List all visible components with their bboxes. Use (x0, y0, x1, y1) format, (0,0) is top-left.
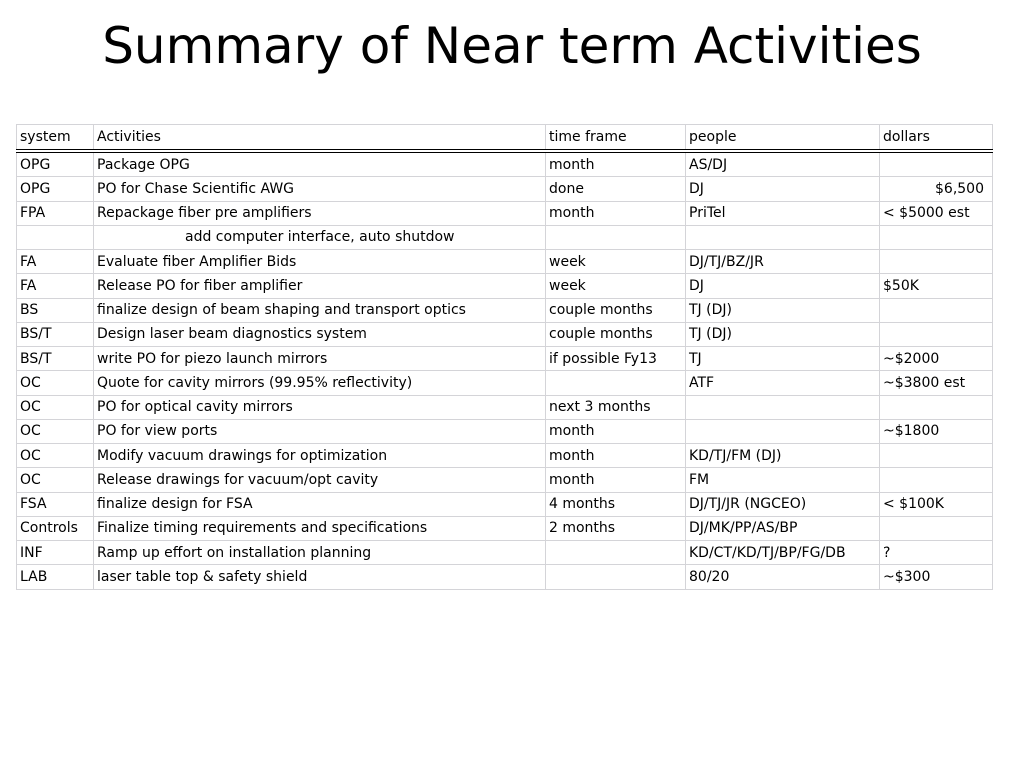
cell-system: BS (17, 298, 94, 322)
cell-time-frame: couple months (546, 322, 686, 346)
cell-activity: PO for optical cavity mirrors (94, 395, 546, 419)
table-row (17, 274, 993, 298)
table-body (17, 151, 993, 589)
cell-system: INF (17, 541, 94, 565)
cell-system: OC (17, 468, 94, 492)
activities-table (16, 124, 993, 590)
cell-activity: PO for Chase Scientific AWG (94, 177, 546, 201)
cell-people: DJ/TJ/JR (NGCEO) (686, 492, 880, 516)
cell-activity: Ramp up effort on installation planning (94, 541, 546, 565)
cell-dollars: < $5000 est (880, 201, 993, 225)
cell-system: FA (17, 274, 94, 298)
header-system: system (17, 125, 94, 152)
cell-system: OC (17, 371, 94, 395)
cell-dollars: $50K (880, 274, 993, 298)
cell-people: AS/DJ (686, 151, 880, 177)
cell-activity: Finalize timing requirements and specifications (94, 516, 546, 540)
cell-people: ATF (686, 371, 880, 395)
cell-activity: PO for view ports (94, 419, 546, 443)
cell-time-frame (546, 371, 686, 395)
cell-time-frame (546, 565, 686, 589)
cell-activity: laser table top & safety shield (94, 565, 546, 589)
cell-system: OPG (17, 151, 94, 177)
cell-people (686, 225, 880, 249)
cell-dollars (880, 395, 993, 419)
cell-people: DJ (686, 274, 880, 298)
cell-activity: Design laser beam diagnostics system (94, 322, 546, 346)
cell-people: 80/20 (686, 565, 880, 589)
cell-dollars: ? (880, 541, 993, 565)
table-row (17, 298, 993, 322)
table-row (17, 225, 993, 249)
cell-system: LAB (17, 565, 94, 589)
cell-system: OC (17, 395, 94, 419)
cell-people: DJ/MK/PP/AS/BP (686, 516, 880, 540)
table-row (17, 492, 993, 516)
cell-system: OC (17, 444, 94, 468)
cell-people: TJ (686, 347, 880, 371)
cell-time-frame: month (546, 444, 686, 468)
cell-time-frame: month (546, 468, 686, 492)
cell-activity: Evaluate fiber Amplifier Bids (94, 250, 546, 274)
cell-people: PriTel (686, 201, 880, 225)
cell-dollars (880, 516, 993, 540)
table-row (17, 468, 993, 492)
cell-time-frame: 4 months (546, 492, 686, 516)
table-row (17, 201, 993, 225)
cell-activity: finalize design of beam shaping and transport optics (94, 298, 546, 322)
cell-system: OC (17, 419, 94, 443)
cell-dollars (880, 444, 993, 468)
cell-dollars: ~$300 (880, 565, 993, 589)
cell-system: FA (17, 250, 94, 274)
slide-title: Summary of Near term Activities (102, 17, 922, 75)
cell-activity: Modify vacuum drawings for optimization (94, 444, 546, 468)
cell-time-frame: week (546, 274, 686, 298)
cell-people: DJ/TJ/BZ/JR (686, 250, 880, 274)
cell-activity: add computer interface, auto shutdow (94, 225, 546, 249)
cell-system (17, 225, 94, 249)
table-row (17, 541, 993, 565)
cell-dollars: ~$2000 (880, 347, 993, 371)
cell-time-frame: 2 months (546, 516, 686, 540)
cell-time-frame (546, 225, 686, 249)
cell-people: FM (686, 468, 880, 492)
table-row (17, 151, 993, 177)
cell-people: KD/TJ/FM (DJ) (686, 444, 880, 468)
cell-people: TJ (DJ) (686, 298, 880, 322)
cell-dollars (880, 322, 993, 346)
cell-activity: Quote for cavity mirrors (99.95% reflectivity) (94, 371, 546, 395)
cell-people (686, 395, 880, 419)
table-row (17, 347, 993, 371)
cell-activity: Release PO for fiber amplifier (94, 274, 546, 298)
cell-dollars (880, 225, 993, 249)
table-row (17, 444, 993, 468)
cell-dollars (880, 250, 993, 274)
cell-system: FPA (17, 201, 94, 225)
table-row (17, 565, 993, 589)
cell-people (686, 419, 880, 443)
header-dollars: dollars (880, 125, 993, 152)
cell-time-frame: month (546, 419, 686, 443)
cell-people: TJ (DJ) (686, 322, 880, 346)
header-people: people (686, 125, 880, 152)
cell-time-frame: week (546, 250, 686, 274)
cell-dollars: ~$1800 (880, 419, 993, 443)
cell-time-frame: month (546, 201, 686, 225)
table-row (17, 371, 993, 395)
cell-time-frame (546, 541, 686, 565)
cell-time-frame: next 3 months (546, 395, 686, 419)
cell-activity: write PO for piezo launch mirrors (94, 347, 546, 371)
cell-time-frame: month (546, 151, 686, 177)
table-row (17, 395, 993, 419)
cell-system: BS/T (17, 347, 94, 371)
cell-dollars (880, 151, 993, 177)
cell-dollars (880, 468, 993, 492)
header-activities: Activities (94, 125, 546, 152)
header-row (17, 125, 993, 152)
cell-system: FSA (17, 492, 94, 516)
cell-time-frame: done (546, 177, 686, 201)
table-row (17, 516, 993, 540)
header-time-frame: time frame (546, 125, 686, 152)
cell-activity: Repackage fiber pre amplifiers (94, 201, 546, 225)
cell-activity: finalize design for FSA (94, 492, 546, 516)
cell-activity: Package OPG (94, 151, 546, 177)
table-row (17, 322, 993, 346)
cell-time-frame: if possible Fy13 (546, 347, 686, 371)
cell-dollars (880, 298, 993, 322)
table-row (17, 419, 993, 443)
cell-people: KD/CT/KD/TJ/BP/FG/DB (686, 541, 880, 565)
cell-system: OPG (17, 177, 94, 201)
cell-people: DJ (686, 177, 880, 201)
cell-dollars: ~$3800 est (880, 371, 993, 395)
cell-system: Controls (17, 516, 94, 540)
cell-system: BS/T (17, 322, 94, 346)
cell-dollars: $6,500 (880, 177, 993, 201)
table-header (17, 125, 993, 152)
table-row (17, 250, 993, 274)
cell-dollars: < $100K (880, 492, 993, 516)
table-row (17, 177, 993, 201)
cell-time-frame: couple months (546, 298, 686, 322)
cell-activity: Release drawings for vacuum/opt cavity (94, 468, 546, 492)
